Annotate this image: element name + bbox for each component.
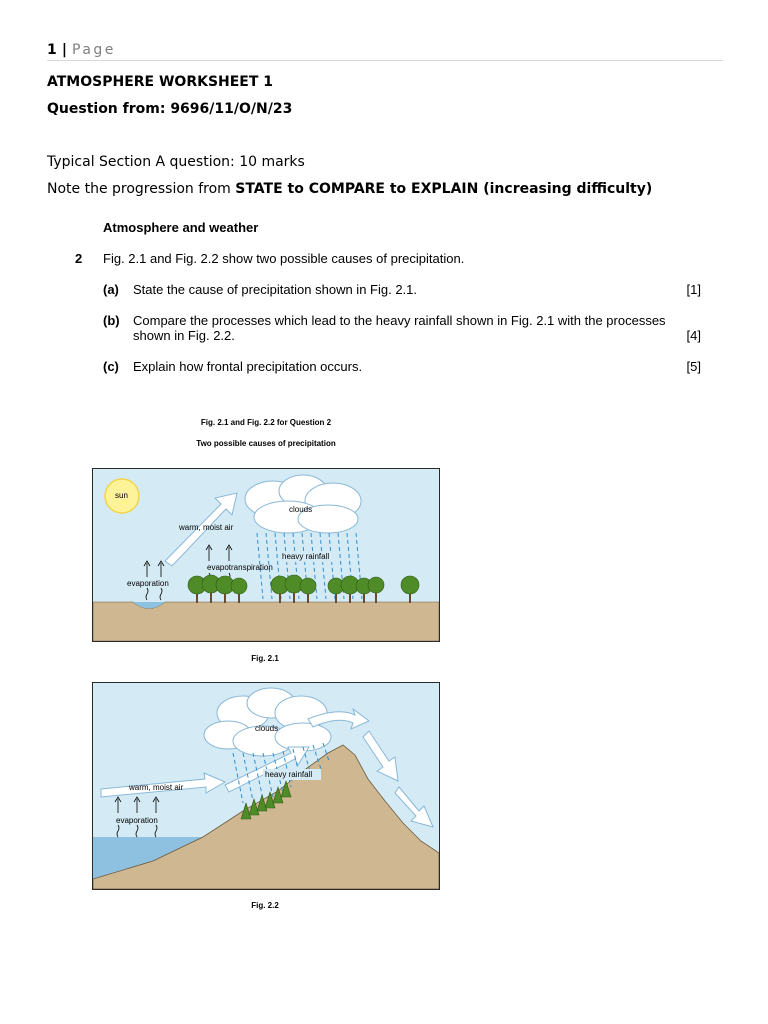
sun-label: sun bbox=[115, 491, 128, 500]
question-source: Question from: 9696/11/O/N/23 bbox=[47, 101, 293, 117]
insert-subtitle: Two possible causes of precipitation bbox=[196, 439, 336, 448]
figure-2-2-caption: Fig. 2.2 bbox=[251, 901, 279, 910]
part-a-text: State the cause of precipitation shown in Fig. 2.1. bbox=[133, 282, 418, 297]
figure-2-1 bbox=[92, 468, 440, 642]
part-a-label: (a) bbox=[103, 282, 119, 297]
question-number: 2 bbox=[75, 251, 83, 266]
part-b-marks: [4] bbox=[686, 328, 701, 343]
page-word: Page bbox=[72, 42, 116, 58]
page-header bbox=[47, 42, 116, 58]
heavy-rainfall-label: heavy rainfall bbox=[265, 770, 313, 779]
clouds-label: clouds bbox=[289, 505, 313, 514]
page-separator: | bbox=[61, 42, 68, 58]
warm-air-label: warm, moist air bbox=[129, 783, 184, 792]
part-c-marks: [5] bbox=[686, 359, 701, 374]
progression-note bbox=[47, 181, 652, 197]
figure-2-2-illustration bbox=[93, 683, 439, 889]
question-stem: Fig. 2.1 and Fig. 2.2 show two possible causes of precipitation. bbox=[103, 251, 465, 266]
part-b-label: (b) bbox=[103, 313, 120, 328]
header-rule bbox=[47, 60, 723, 61]
heavy-rainfall-label: heavy rainfall bbox=[282, 552, 330, 561]
progression-note-prefix: Note the progression from bbox=[47, 181, 236, 197]
worksheet-title: ATMOSPHERE WORKSHEET 1 bbox=[47, 74, 274, 90]
evaporation-label: evaporation bbox=[127, 579, 169, 588]
typical-question-note: Typical Section A question: 10 marks bbox=[47, 154, 305, 170]
clouds-label: clouds bbox=[255, 724, 279, 733]
figure-2-1-illustration bbox=[93, 469, 439, 641]
part-a-marks: [1] bbox=[686, 282, 701, 297]
progression-note-emphasis: STATE to COMPARE to EXPLAIN (increasing difficulty) bbox=[235, 181, 653, 197]
part-b-text: Compare the processes which lead to the heavy rainfall shown in Fig. 2.1 with the processes shown in Fig. 2.2. bbox=[133, 313, 666, 343]
section-heading: Atmosphere and weather bbox=[103, 220, 259, 235]
evaporation-label: evaporation bbox=[116, 816, 158, 825]
part-c-label: (c) bbox=[103, 359, 119, 374]
warm-air-label: warm, moist air bbox=[179, 523, 234, 532]
figure-2-1-caption: Fig. 2.1 bbox=[251, 654, 279, 663]
evapotranspiration-label: evapotranspiration bbox=[207, 563, 273, 572]
insert-title: Fig. 2.1 and Fig. 2.2 for Question 2 bbox=[200, 418, 332, 427]
page-number: 1 bbox=[47, 42, 58, 58]
figure-2-2 bbox=[92, 682, 440, 890]
part-c-text: Explain how frontal precipitation occurs. bbox=[133, 359, 363, 374]
